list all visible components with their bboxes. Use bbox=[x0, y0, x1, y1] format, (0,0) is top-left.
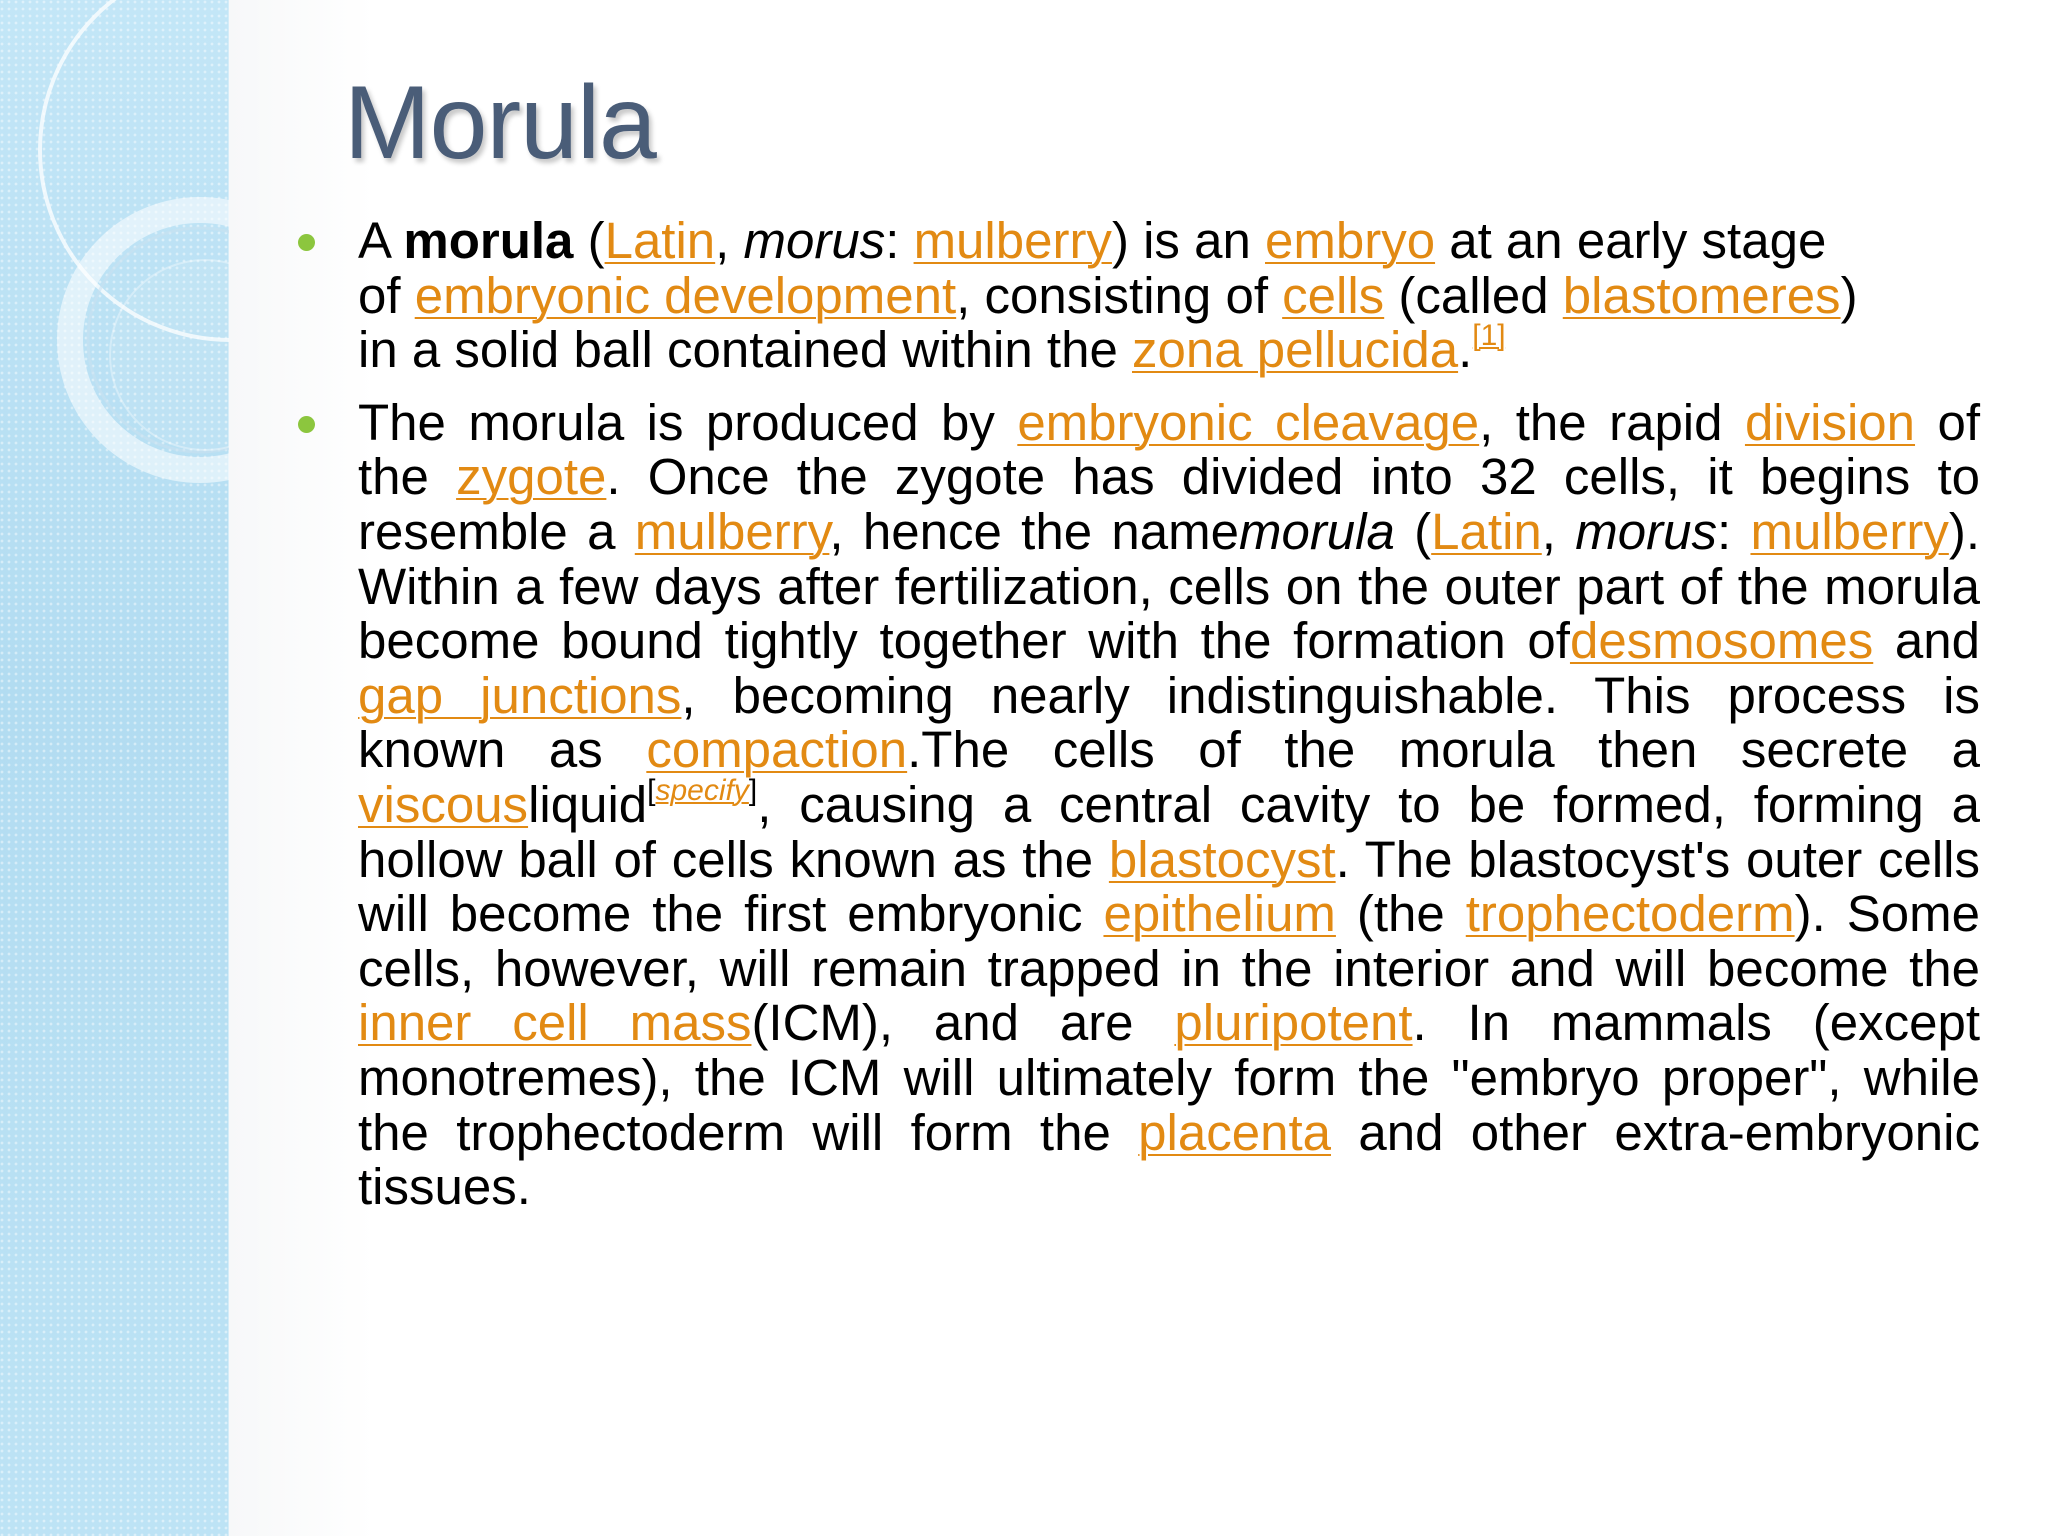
text-run: ) in a solid ball contained within the bbox=[358, 266, 1858, 379]
link-gap-junctions[interactable]: gap junctions bbox=[358, 666, 682, 724]
text-run: liquid bbox=[528, 775, 648, 833]
link-blastocyst[interactable]: blastocyst bbox=[1108, 830, 1336, 888]
italic-term: morus bbox=[1575, 502, 1717, 560]
link-placenta[interactable]: placenta bbox=[1138, 1103, 1331, 1161]
text-run: The morula is produced by bbox=[358, 393, 1018, 451]
text-run: , hence the name bbox=[829, 502, 1239, 560]
text-run: . In mammals (except monotremes), the ICM will ultimately form the "embryo proper", while the trophectoderm will form the bbox=[358, 994, 1980, 1161]
link-embryonic-cleavage[interactable]: embryonic cleavage bbox=[1017, 393, 1480, 451]
text-run: ) is an bbox=[1111, 212, 1265, 269]
text-run: at an early stage of bbox=[358, 212, 1827, 324]
italic-term: morus bbox=[743, 212, 886, 269]
text-run: . The blastocyst's outer cells will become the first embryonic bbox=[358, 830, 1981, 943]
link-mulberry-2[interactable]: mulberry bbox=[1750, 502, 1949, 560]
bullet-dot-icon bbox=[298, 416, 315, 433]
link-zona-pellucida[interactable]: zona pellucida bbox=[1132, 321, 1459, 379]
link-specify[interactable]: specify bbox=[655, 773, 749, 807]
text-run: , consisting of bbox=[956, 266, 1283, 324]
text-run: , the rapid bbox=[1479, 393, 1745, 451]
text-run: of the bbox=[358, 393, 1980, 506]
text-run: , bbox=[1541, 502, 1576, 560]
slide-title: Morula bbox=[344, 65, 656, 181]
bullet-list bbox=[358, 214, 1980, 1233]
text-run: and other extra-embryonic tissues. bbox=[358, 1103, 1980, 1216]
text-run: , becoming nearly indistinguishable. This process is known as bbox=[358, 666, 1980, 779]
text-run: , causing a central cavity to be formed, forming a hollow ball of cells known as the bbox=[358, 775, 1980, 888]
text-run: .The cells of the morula then secrete a bbox=[907, 721, 1981, 779]
link-mulberry[interactable]: mulberry bbox=[634, 502, 830, 560]
bracket-open: [ bbox=[647, 773, 656, 807]
link-viscous[interactable]: viscous bbox=[358, 775, 529, 833]
bullet-dot-icon bbox=[298, 234, 315, 251]
link-mulberry[interactable]: mulberry bbox=[913, 212, 1112, 269]
link-latin[interactable]: Latin bbox=[1431, 502, 1542, 560]
specify-note bbox=[647, 774, 757, 807]
text-run: ). Some cells, however, will remain trapped in the interior and will become the bbox=[358, 885, 1980, 997]
citation-ref bbox=[1472, 319, 1505, 352]
text-run: ). Within a few days after fertilization, cells on the outer part of the morula become bound tightly together with the formation of bbox=[358, 502, 1980, 670]
bullet-item-1 bbox=[358, 214, 1858, 378]
text-run: ( bbox=[1394, 502, 1432, 560]
link-cells[interactable]: cells bbox=[1282, 266, 1385, 324]
text-run: ( bbox=[573, 212, 605, 269]
link-epithelium[interactable]: epithelium bbox=[1103, 885, 1336, 943]
link-blastomeres[interactable]: blastomeres bbox=[1562, 266, 1841, 324]
link-inner-cell-mass[interactable]: inner cell mass bbox=[358, 994, 752, 1052]
text-run: . Once the zygote has divided into 32 cells, it begins to resemble a bbox=[358, 448, 1980, 560]
text-run: . bbox=[1458, 321, 1473, 379]
link-zygote[interactable]: zygote bbox=[456, 448, 607, 506]
link-compaction[interactable]: compaction bbox=[646, 721, 908, 779]
bracket-close: ] bbox=[748, 773, 758, 807]
text-run: (the bbox=[1335, 885, 1466, 943]
link-latin[interactable]: Latin bbox=[604, 212, 716, 269]
link-embryonic-development[interactable]: embryonic development bbox=[414, 266, 957, 324]
link-division[interactable]: division bbox=[1744, 393, 1916, 451]
bullet-item-2 bbox=[358, 393, 1981, 1216]
link-citation-1[interactable]: [1] bbox=[1472, 319, 1506, 353]
italic-term: morula bbox=[1238, 502, 1395, 560]
link-embryo[interactable]: embryo bbox=[1265, 212, 1436, 269]
bold-term: morula bbox=[403, 212, 574, 269]
text-run: : bbox=[885, 212, 914, 269]
text-run: (called bbox=[1384, 266, 1563, 324]
text-run: : bbox=[1716, 502, 1751, 560]
link-pluripotent[interactable]: pluripotent bbox=[1174, 994, 1413, 1052]
text-run: A bbox=[358, 212, 404, 269]
link-trophectoderm[interactable]: trophectoderm bbox=[1465, 885, 1795, 943]
link-desmosomes[interactable]: desmosomes bbox=[1569, 612, 1874, 670]
text-run: (ICM), and are bbox=[751, 994, 1175, 1052]
text-run: , bbox=[715, 212, 744, 269]
text-run: and bbox=[1873, 612, 1980, 670]
